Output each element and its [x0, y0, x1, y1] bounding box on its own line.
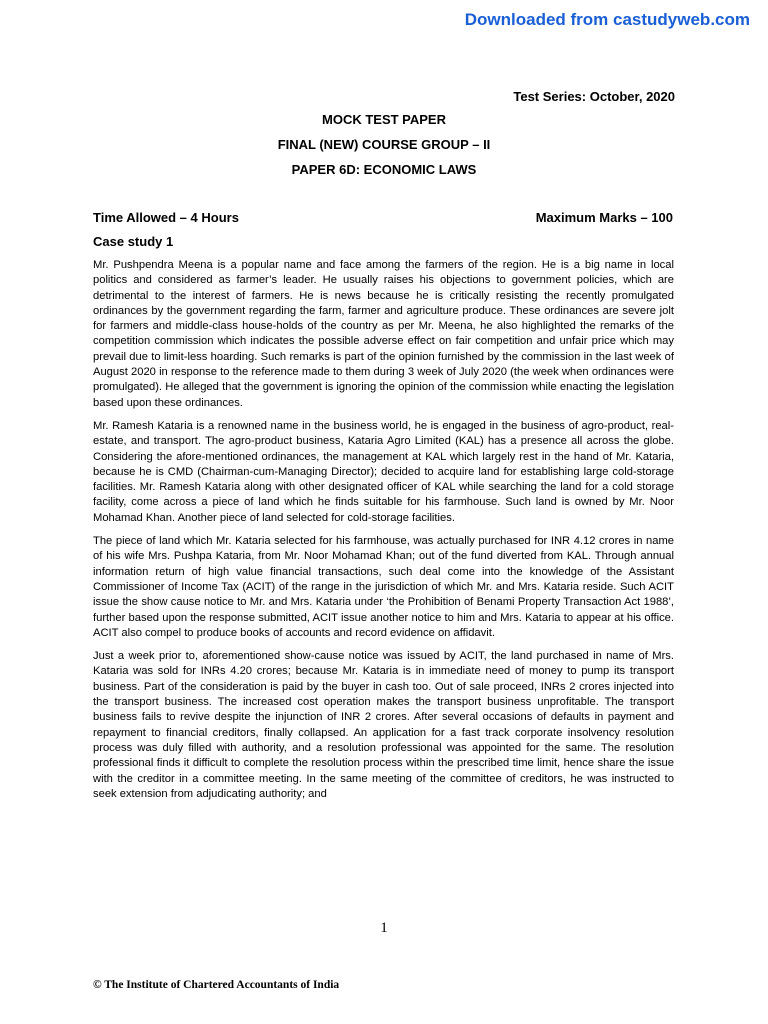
exam-meta-row — [93, 210, 673, 225]
paragraph: Just a week prior to, aforementioned show-cause notice was issued by ACIT, the land purchased in name of Mrs. Kataria was sold for INRs 4.20 crores; because Mr. Kataria is in immediate need of money to pump its transport business. Part of the consideration is paid by the buyer in cash too. Out of sale proceed, INRs 2 crores injected into the transport business. The increased cost operation makes the transport business unprofitable. The transport business fails to revive despite the injunction of INR 2 crores. After several occasions of defaults in payment and repayment to financial creditors, finally collapsed. An application for a fast track corporate insolvency resolution process was duly filled with authority, and a resolution professional was appointed for the same. The resolution professional finds it difficult to complete the resolution process within the prescribed time limit, hence share the issue with the creditor in a committee meeting. In the same meeting of the committee of creditors, he was instructed to seek extension from adjudicating authority; and — [93, 650, 674, 800]
watermark-link[interactable]: Downloaded from castudyweb.com — [464, 10, 750, 29]
page-number: 1 — [380, 920, 388, 936]
copyright-footer: © The Institute of Chartered Accountants of India — [93, 979, 340, 991]
time-allowed: Time Allowed – 4 Hours — [93, 210, 239, 225]
paper-title: MOCK TEST PAPER — [322, 112, 446, 127]
paragraph: Mr. Pushpendra Meena is a popular name and face among the farmers of the region. He is a big name in local politics and considered as farmer’s leader. He usually raises his objections to government policies, which are detrimental to the interest of farmers. He is news because he is critically resisting the recently promulgated ordinances by the government regarding the farm, farmer and agriculture produce. These ordinances are severe jolt for farmers and middle-class house-holds of the country as per Mr. Meena, he also highlighted the remarks of the competition commission which indicates the possible adverse effect on fair competition and unfair price which may prevail due to limit-less hoarding. Such remarks is part of the opinion furnished by the commission in the last week of August 2020 in response to the reference made to them during 3 week of July 2020 (the week when ordinances were promulgated). He alleged that the government is ignoring the opinion of the commission while enacting the legislation based upon these ordinances. — [93, 259, 674, 409]
course-group: FINAL (NEW) COURSE GROUP – II — [277, 137, 491, 152]
maximum-marks: Maximum Marks – 100 — [535, 210, 673, 225]
paragraph: Mr. Ramesh Kataria is a renowned name in the business world, he is engaged in the business of agro-product, real-estate, and transport. The agro-product business, Kataria Agro Limited (KAL) has a presence all across the globe. Considering the afore-mentioned ordinances, the management at KAL which largely rest in the hand of Mr. Kataria, because he is CMD (Chairman-cum-Managing Director); decided to acquire land for establishing large cold-storage facilities. Mr. Ramesh Kataria along with other designated officer of KAL while searching the land for a cold storage facility, come across a piece of land which he finds suitable for his farmhouse. Such land is owned by Mr. Noor Mohamad Khan. Another piece of land selected for cold-storage facilities. — [93, 419, 674, 524]
case-study-body — [93, 258, 674, 810]
paper-name: PAPER 6D: ECONOMIC LAWS — [291, 162, 477, 177]
test-series: Test Series: October, 2020 — [513, 89, 675, 104]
paragraph: The piece of land which Mr. Kataria selected for his farmhouse, was actually purchased for INR 4.12 crores in name of his wife Mrs. Pushpa Kataria, from Mr. Noor Mohamad Khan; out of the fund diverted from KAL. Through annual information return of high value financial transactions, such deal come into the knowledge of the Assistant Commissioner of Income Tax (ACIT) of the range in the jurisdiction of which Mr. and Mrs. Kataria reside. Such ACIT issue the show cause notice to Mr. and Mrs. Kataria under ‘the Prohibition of Benami Property Transaction Act 1988’, further based upon the response submitted, ACIT issue another notice to him and Mrs. Kataria to appear at his office. ACIT also compel to produce books of accounts and record evidence on affidavit. — [93, 535, 674, 639]
case-study-heading: Case study 1 — [93, 234, 174, 249]
